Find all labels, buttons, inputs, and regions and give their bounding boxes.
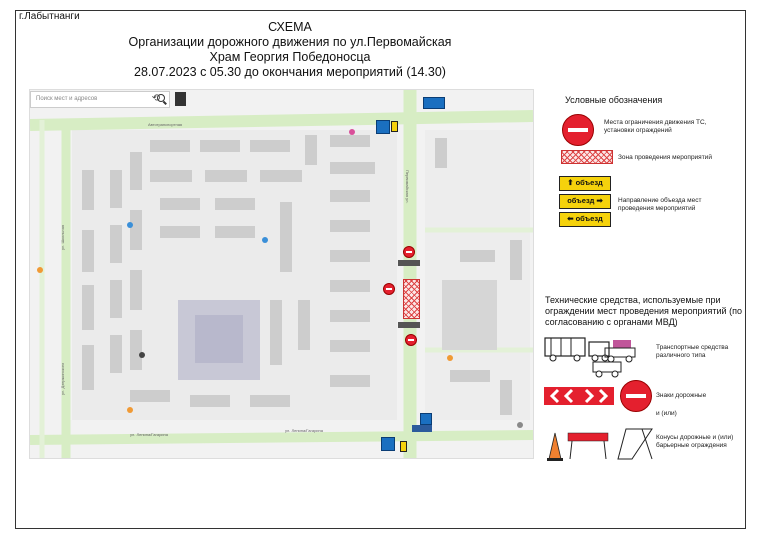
street-label-bottom-left: ул. Ленина/Гагарина [130, 432, 168, 437]
map-blue-sign-upper [376, 120, 390, 134]
map-view[interactable] [29, 89, 534, 459]
layers-icon[interactable] [175, 92, 186, 106]
map-search-input[interactable] [30, 91, 170, 108]
tech-stop-sign-icon [620, 380, 652, 412]
tech-cones-text: Конусы дорожные и (или) барьерные ограждения [656, 434, 734, 449]
map-barrier-truck-1 [398, 260, 420, 266]
title-line-4: 28.07.2023 с 05.30 до окончания мероприятий (14.30) [134, 65, 446, 79]
street-label-bottom-right: ул. Ленина/Гагарина [285, 428, 323, 433]
title-line-3: Храм Георгия Победоносца [209, 50, 371, 64]
legend-detour-word-3: объезд [575, 214, 603, 223]
city-label: г.Лабытнанги [19, 11, 80, 22]
legend-zone-text: Зона проведения мероприятий [618, 154, 712, 161]
street-label-pervomayskaya: Первомайская ул. [405, 170, 410, 204]
legend-stop-sign-icon [562, 114, 594, 146]
street-label-top: Автотранспортная [148, 122, 183, 127]
map-stop-sign-2 [383, 283, 395, 295]
scheme-title [100, 20, 480, 80]
legend-detour-word-2: объезд [567, 196, 595, 205]
tech-vehicles-text: Транспортные средства различного типа [656, 344, 729, 359]
title-line-2: Организации дорожного движения по ул.Первомайская [128, 35, 452, 49]
map-bus-stop-sign [412, 425, 432, 432]
map-detour-sign-upper [391, 121, 398, 132]
map-blue-sign-lower [420, 413, 432, 425]
chevron-barrier-icon [544, 387, 614, 405]
map-stop-sign-3 [405, 334, 417, 346]
route-icon[interactable]: ⟲ [151, 93, 161, 104]
map-canvas [30, 90, 533, 458]
street-label-left2: ул. Дзержинского [60, 362, 65, 395]
tech-title: Технические средства, используемые при ограждении мест проведения мероприятий (по согласованию с органами МВД) [545, 295, 742, 327]
legend-title: Условные обозначения [565, 95, 663, 105]
legend-detour-word-1: объезд [575, 178, 603, 187]
map-barrier-truck-2 [398, 322, 420, 328]
map-blue-sign-top [423, 97, 445, 109]
cones-barrier-icon [546, 425, 666, 465]
map-stop-sign-1 [403, 246, 415, 258]
title-line-1: СХЕМА [268, 20, 312, 34]
legend-zone-swatch [561, 150, 613, 164]
tech-or-text: и (или) [656, 410, 677, 417]
map-search-placeholder: Поиск мест и адресов [36, 96, 98, 102]
map-event-zone [403, 279, 420, 319]
legend-restriction-text: Места ограничения движения ТС, установки ограждений [604, 119, 707, 134]
vehicles-icon [543, 334, 645, 378]
map-blue-sign-bottom [381, 437, 395, 451]
street-label-left1: ул. Школьная [60, 224, 65, 250]
legend-detour-straight: ⬆ объезд [559, 176, 611, 191]
legend-detour-right: объезд ➡ [559, 194, 611, 209]
tech-signs-text: Знаки дорожные [656, 392, 707, 399]
map-detour-sign-bottom [400, 441, 407, 452]
legend-detour-left: ⬅ объезд [559, 212, 611, 227]
legend-detour-text: Направление объезда мест проведения мероприятий [618, 197, 702, 212]
